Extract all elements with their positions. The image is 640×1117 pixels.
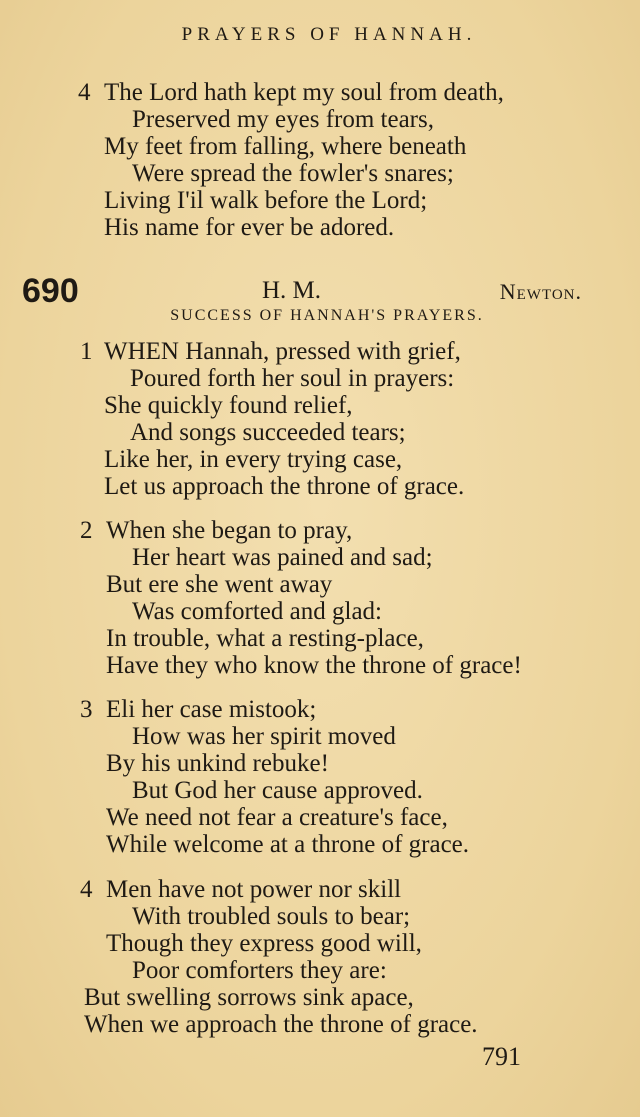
verse-line: By his unkind rebuke! <box>106 750 329 777</box>
verse-line: Eli her case mistook; <box>106 696 317 723</box>
verse-line: But swelling sorrows sink apace, <box>84 984 414 1011</box>
verse-line: Poor comforters they are: <box>132 957 387 984</box>
verse-line: But ere she went away <box>106 571 333 598</box>
verse-line: Was comforted and glad: <box>132 598 382 625</box>
verse-line: And songs succeeded tears; <box>130 419 406 446</box>
hymn-title: SUCCESS OF HANNAH'S PRAYERS. <box>170 307 484 324</box>
verse-line: Have they who know the throne of grace! <box>106 652 522 679</box>
verse-line: Living I'il walk before the Lord; <box>104 187 428 214</box>
verse-line: My feet from falling, where beneath <box>104 133 467 160</box>
hymn-meter: H. M. <box>262 277 322 304</box>
tune-name: Newton. <box>499 279 582 304</box>
verse-line: But God her cause approved. <box>132 777 423 804</box>
verse-line: When she began to pray, <box>106 517 353 544</box>
verse-line: Were spread the fowler's snares; <box>132 160 454 187</box>
verse-line: WHEN Hannah, pressed with grief, <box>104 338 461 365</box>
page-number: 791 <box>482 1042 521 1071</box>
verse-line: Though they express good will, <box>106 930 422 957</box>
verse-line: She quickly found relief, <box>104 392 353 419</box>
verse-line: Her heart was pained and sad; <box>132 544 433 571</box>
stanza-number: 1 <box>80 338 93 365</box>
verse-line: We need not fear a creature's face, <box>106 804 448 831</box>
running-head: PRAYERS OF HANNAH. <box>181 24 477 45</box>
verse-line: Preserved my eyes from tears, <box>132 106 434 133</box>
verse-line: When we approach the throne of grace. <box>84 1011 478 1038</box>
verse-line: How was her spirit moved <box>132 723 396 750</box>
verse-line: With troubled souls to bear; <box>132 903 411 930</box>
verse-line: In trouble, what a resting-place, <box>106 625 424 652</box>
hymn-number: 690 <box>22 272 79 310</box>
stanza-number: 3 <box>80 696 93 723</box>
verse-line: Let us approach the throne of grace. <box>104 473 465 500</box>
stanza-number: 2 <box>80 517 93 544</box>
stanza-number: 4 <box>78 79 91 106</box>
stanza-number: 4 <box>80 876 93 903</box>
verse-line: Poured forth her soul in prayers: <box>130 365 455 392</box>
verse-line: Men have not power nor skill <box>106 876 402 903</box>
verse-line: His name for ever be adored. <box>104 214 395 241</box>
verse-line: The Lord hath kept my soul from death, <box>104 79 504 106</box>
verse-line: While welcome at a throne of grace. <box>106 831 470 858</box>
verse-line: Like her, in every trying case, <box>104 446 403 473</box>
